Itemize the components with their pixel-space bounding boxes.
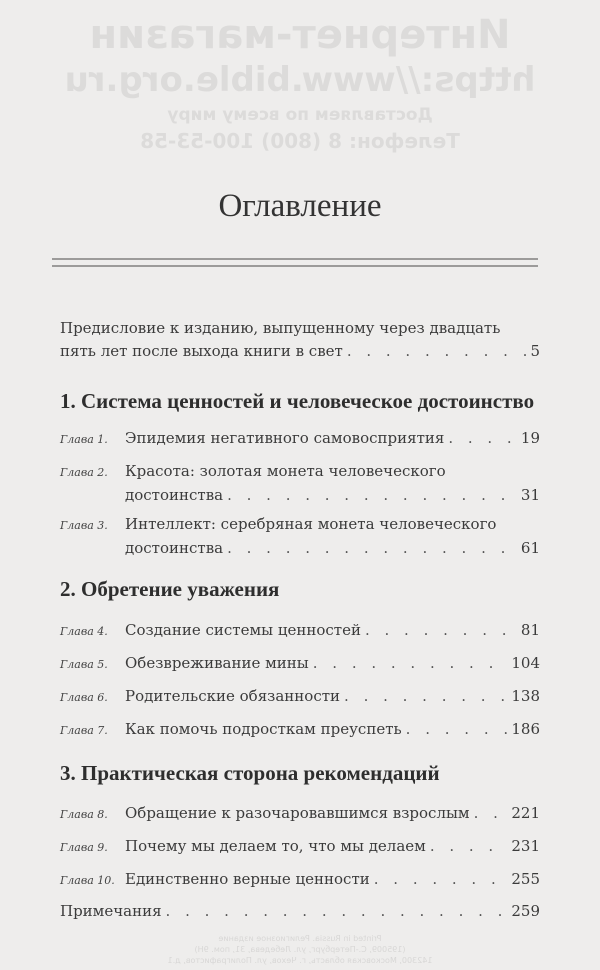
dot-leader [166, 900, 508, 923]
divider [52, 258, 538, 260]
page-title: Оглавление [218, 188, 382, 224]
bleed-through-text: https://www.bible.org.ru [64, 60, 536, 100]
toc-entry-chapter[interactable] [60, 460, 540, 507]
section-heading: 1. Система ценностей и человеческое достоинство [60, 389, 535, 413]
page-number: 138 [511, 687, 540, 705]
dot-leader [227, 537, 517, 560]
page-number: 259 [511, 902, 540, 920]
chapter-title: Обезвреживание мины [125, 654, 309, 672]
toc-entry-preface[interactable]: Предисловие к изданию, выпущенному через двадцать пять лет после выхода книги в свет . . . 5 [60, 317, 540, 363]
page-number: 255 [511, 870, 540, 888]
page-number: 31 [520, 486, 540, 504]
bleed-through-text: Телефон: 8 (800) 100-53-58 [140, 129, 460, 153]
dot-leader [347, 340, 527, 363]
chapter-title-cont: достоинства [125, 539, 224, 557]
chapter-label: Глава 3. [60, 519, 108, 532]
chapter-label: Глава 7. [60, 724, 108, 737]
chapter-title: Родительские обязанности [125, 687, 341, 705]
dot-leader [374, 868, 508, 891]
toc-entry-chapter[interactable] [60, 868, 540, 892]
chapter-label: Глава 8. [60, 808, 108, 821]
toc-entry-chapter[interactable] [60, 427, 540, 451]
dot-leader [227, 484, 517, 507]
dot-leader [474, 802, 508, 825]
bleed-through-text: Доставляем по всему миру [167, 105, 433, 125]
toc-entry-chapter[interactable] [60, 718, 540, 742]
chapter-title: Почему мы делаем то, что мы делаем [125, 837, 426, 855]
chapter-title: Создание системы ценностей [125, 621, 361, 639]
page-number: 81 [520, 621, 540, 639]
dot-leader [448, 427, 517, 450]
toc-entry-chapter[interactable] [60, 802, 540, 826]
page-number: 19 [520, 429, 540, 447]
dot-leader [430, 835, 508, 858]
chapter-label: Глава 4. [60, 625, 108, 638]
chapter-title: Обращение к разочаровавшимся взрослым [125, 804, 470, 822]
toc-entry-chapter[interactable] [60, 652, 540, 676]
chapter-title: Красота: золотая монета человеческого [125, 462, 446, 480]
chapter-label: Глава 10. [60, 874, 115, 887]
toc-entry-notes[interactable]: Примечания . . . 259 [60, 900, 540, 923]
divider [52, 265, 538, 267]
page-number: 221 [511, 804, 540, 822]
chapter-label: Глава 9. [60, 841, 108, 854]
chapter-title: Единственно верные ценности [125, 870, 370, 888]
toc-entry-chapter[interactable] [60, 835, 540, 859]
page-number: 5 [530, 342, 540, 360]
toc-entry-chapter[interactable] [60, 685, 540, 709]
toc-entry-chapter[interactable] [60, 513, 540, 560]
chapter-label: Глава 1. [60, 433, 108, 446]
page-number: 61 [520, 539, 540, 557]
chapter-label: Глава 6. [60, 691, 108, 704]
chapter-label: Глава 5. [60, 658, 108, 671]
chapter-title: Как помочь подросткам преуспеть [125, 720, 402, 738]
toc-entry-chapter[interactable] [60, 619, 540, 643]
section-heading: 3. Практическая сторона рекомендаций [60, 761, 440, 785]
dot-leader [344, 685, 507, 708]
dot-leader [313, 652, 508, 675]
chapter-label: Глава 2. [60, 466, 108, 479]
page-number: 104 [511, 654, 540, 672]
chapter-title: Интеллект: серебряная монета человеческого [125, 515, 497, 533]
chapter-title-cont: достоинства [125, 486, 224, 504]
chapter-title: Эпидемия негативного самовосприятия [125, 429, 445, 447]
page-number: 186 [511, 720, 540, 738]
bleed-through-imprint: Printed in Russia. Религиозное издание (195009, С.-Петербург, ул. Лебедева, 31, пом. 9Н) 142300, Московская область, г. Чехов, ул. Полиграфистов, д.1 [167, 934, 433, 965]
dot-leader [365, 619, 517, 642]
dot-leader [406, 718, 508, 741]
section-heading: 2. Обретение уважения [60, 577, 280, 601]
bleed-through-text: Интернет-магазин [89, 12, 511, 58]
page-number: 231 [511, 837, 540, 855]
